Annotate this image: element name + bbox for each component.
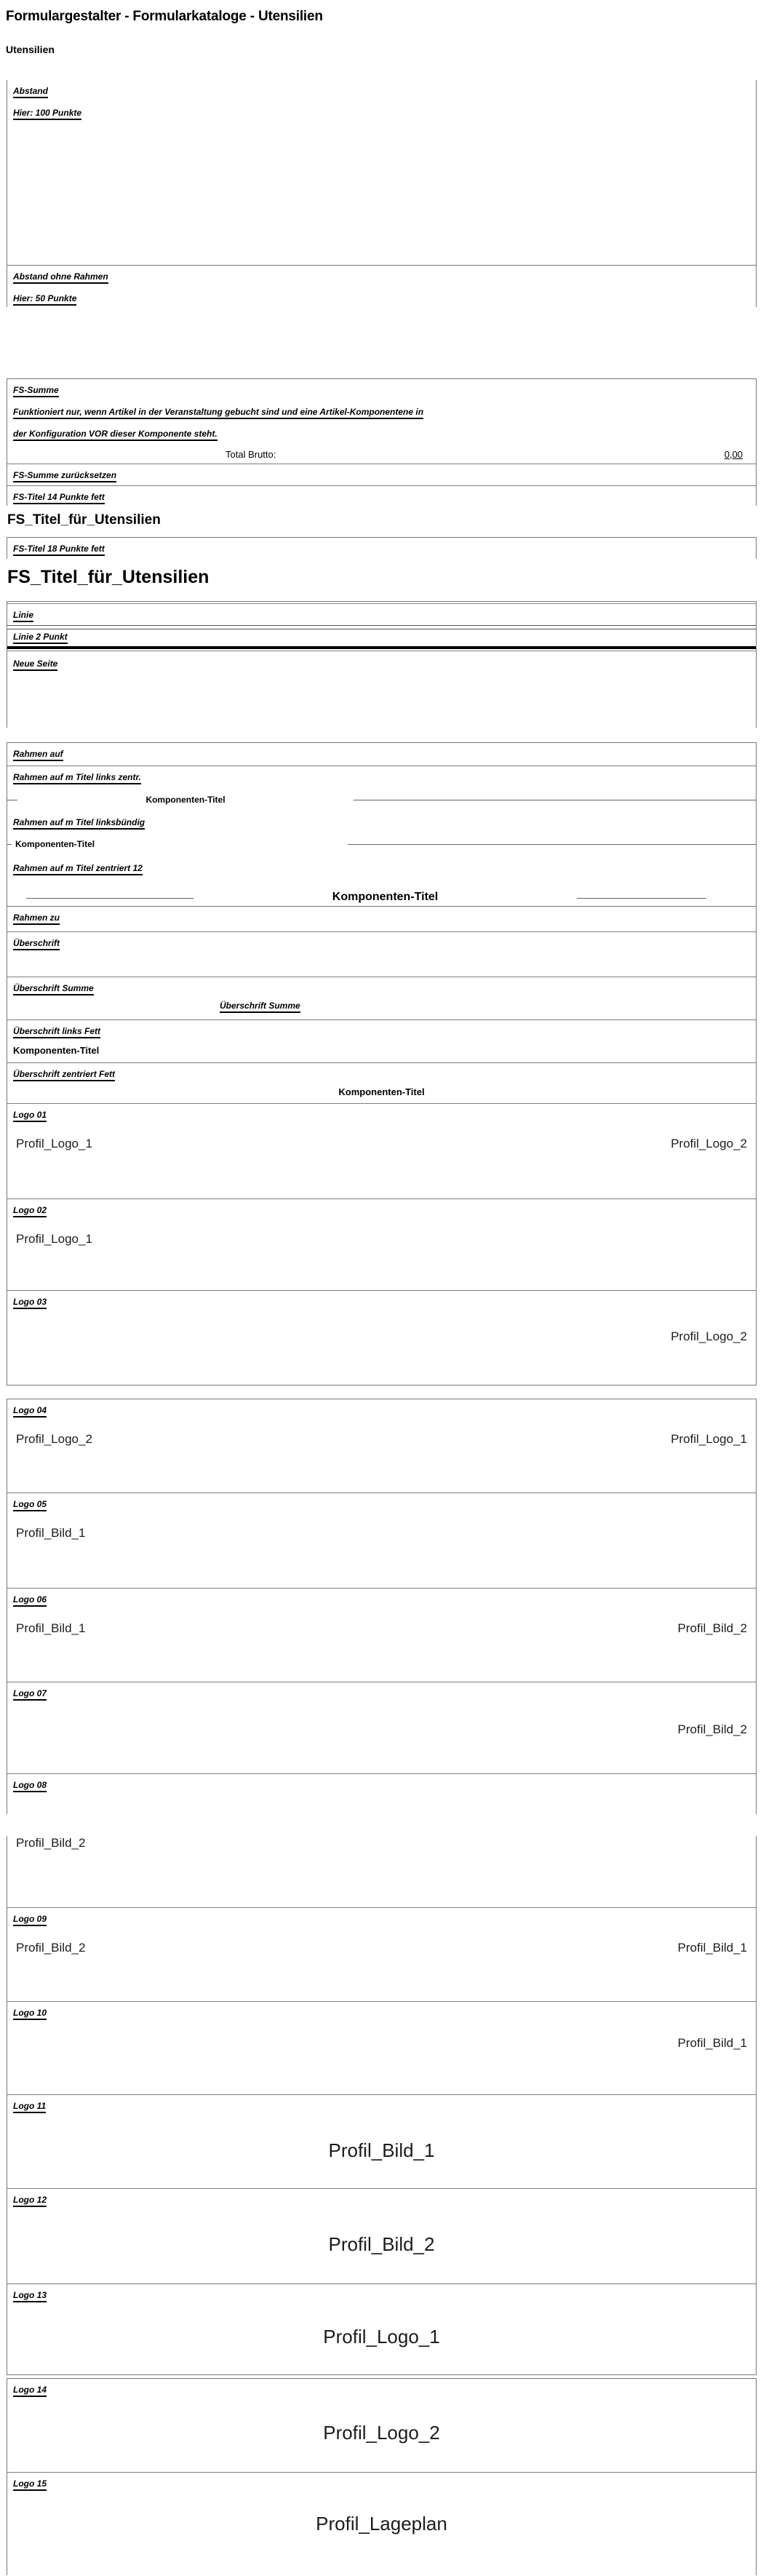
logo-placeholder-right: Profil_Logo_1 (671, 1432, 747, 1446)
legend-spacer (706, 890, 756, 906)
komponenten-titel: Komponenten-Titel (13, 1045, 100, 1056)
logo-row (7, 1836, 756, 1908)
logo-row (7, 1104, 756, 1199)
section-fs-titel-18 (7, 537, 757, 559)
ueberschrift-row (7, 932, 756, 977)
logo-label: Logo 14 (13, 2385, 47, 2397)
ueberschrift-label: Überschrift (13, 938, 60, 950)
logo-label: Logo 06 (13, 1594, 47, 1607)
logo-row (7, 1589, 756, 1682)
linie-2-punkt-row (7, 626, 756, 653)
logo-row (7, 2095, 756, 2189)
logo-placeholder-center: Profil_Lageplan (316, 2513, 447, 2535)
logo-placeholder-right: Profil_Logo_2 (671, 1137, 747, 1150)
legend-spacer (194, 890, 332, 906)
rahmen-auf-row (7, 743, 756, 766)
rahmen-zu-label: Rahmen zu (13, 913, 60, 925)
linie-label: Linie (13, 610, 33, 622)
logo-row (7, 1493, 756, 1589)
logo-row (7, 1774, 756, 1815)
fs-summe-note-line1: Funktioniert nur, wenn Artikel in der Veranstaltung gebucht sind und eine Artikel-Komponentene in (13, 407, 423, 419)
total-brutto-value: 0,00 (724, 449, 743, 460)
fs-titel-18-label: FS-Titel 18 Punkte fett (13, 544, 105, 556)
logo-label: Logo 04 (13, 1405, 47, 1418)
logo-label: Logo 08 (13, 1780, 47, 1792)
section-logos-b (7, 1836, 757, 2375)
fs-titel-14-label: FS-Titel 14 Punkte fett (13, 492, 105, 504)
logo-placeholder-right: Profil_Bild_1 (677, 1941, 747, 1955)
logo-placeholder-left: Profil_Logo_2 (16, 1432, 92, 1446)
frame-legend-links-zentriert (7, 794, 756, 806)
fs-titel-14-row (7, 486, 756, 506)
ueberschrift-summe-value: Überschrift Summe (220, 1001, 300, 1013)
logo-label: Logo 13 (13, 2290, 47, 2302)
logo-row (7, 1199, 756, 1291)
section-rahmen-ueberschrift (7, 742, 757, 1386)
logo-placeholder-right: Profil_Bild_2 (677, 1621, 747, 1635)
ueberschrift-summe-label: Überschrift Summe (13, 983, 94, 995)
logo-label: Logo 11 (13, 2101, 46, 2113)
komponenten-titel: Komponenten-Titel (15, 839, 95, 849)
logo-label: Logo 07 (13, 1688, 47, 1701)
logo-label: Logo 03 (13, 1297, 47, 1309)
rahmen-titel-linksbuendig-label: Rahmen auf m Titel linksbündig (13, 817, 145, 830)
abstand-value: Hier: 100 Punkte (13, 108, 81, 120)
section-abstand (7, 80, 757, 266)
fs-summe-reset-label: FS-Summe zurücksetzen (13, 470, 116, 482)
rahmen-zu-row (7, 906, 756, 932)
logo-placeholder-left: Profil_Logo_1 (16, 1137, 92, 1150)
logo-placeholder-left: Profil_Bild_2 (16, 1836, 86, 1850)
drawn-line-2pt (7, 646, 756, 649)
legend-line-segment (26, 898, 194, 899)
fs-titel-14-text: FS_Titel_für_Utensilien (7, 512, 161, 528)
linie-row (7, 604, 756, 626)
ueberschrift-links-fett-label: Überschrift links Fett (13, 1026, 100, 1038)
logo-row (7, 2284, 756, 2375)
logo-label: Logo 15 (13, 2478, 47, 2491)
rahmen-titel-zentriert-row (7, 850, 756, 890)
section-linien (7, 601, 757, 728)
section-logos-a (7, 1399, 757, 1814)
logo-row (7, 2189, 756, 2284)
ueberschrift-zentriert-fett-row (7, 1063, 756, 1104)
fs-summe-note-line2: der Konfiguration VOR dieser Komponente steht. (13, 429, 218, 441)
page-header (0, 0, 766, 80)
ueberschrift-zentriert-fett-label: Überschrift zentriert Fett (13, 1069, 115, 1081)
neue-seite-label: Neue Seite (13, 659, 57, 671)
logo-label: Logo 02 (13, 1205, 47, 1217)
logo-placeholder-center: Profil_Bild_1 (328, 2139, 435, 2161)
rahmen-titel-linksbuendig-row (7, 806, 756, 838)
logo-label: Logo 10 (13, 2008, 47, 2020)
logo-label: Logo 12 (13, 2195, 47, 2207)
logo-row (7, 2473, 756, 2576)
logo-label: Logo 01 (13, 1110, 47, 1122)
komponenten-titel: Komponenten-Titel (145, 795, 226, 805)
legend-line-segment (348, 844, 756, 845)
logo-row (7, 1291, 756, 1386)
frame-legend-linksbuendig (7, 838, 756, 850)
legend-spacer (438, 890, 577, 906)
logo-placeholder-left: Profil_Bild_1 (16, 1621, 86, 1635)
page-break-gap (0, 1386, 766, 1399)
section-abstand-ohne-rahmen (7, 266, 757, 307)
frameless-spacing (0, 307, 766, 378)
fs-summe-row (7, 379, 756, 464)
ueberschrift-summe-row (7, 977, 756, 1020)
rahmen-titel-zentriert-label: Rahmen auf m Titel zentriert 12 (13, 863, 143, 875)
logo-placeholder-center: Profil_Logo_2 (323, 2422, 440, 2444)
catalog-subtitle: Utensilien (6, 44, 55, 55)
neue-seite-row (7, 653, 756, 731)
logo-row (7, 1682, 756, 1774)
logo-row (7, 1908, 756, 2002)
frame-legend-zentriert-12 (7, 890, 756, 906)
logo-placeholder-center: Profil_Logo_1 (323, 2326, 440, 2348)
section-fs-summe (7, 378, 757, 506)
komponenten-titel: Komponenten-Titel (332, 891, 439, 903)
rahmen-titel-links-zentr-label: Rahmen auf m Titel links zentr. (13, 772, 141, 784)
logo-placeholder-left: Profil_Bild_1 (16, 1526, 86, 1540)
rahmen-auf-label: Rahmen auf (13, 749, 63, 761)
logo-row (7, 1399, 756, 1493)
fs-summe-reset-row (7, 464, 756, 486)
abstand-label: Abstand (13, 86, 48, 98)
logo-placeholder-left: Profil_Bild_2 (16, 1941, 86, 1955)
legend-spacer (7, 890, 26, 906)
logo-placeholder-right: Profil_Bild_1 (677, 2036, 747, 2050)
logo-placeholder-right: Profil_Bild_2 (677, 1722, 747, 1736)
linie-2-punkt-label: Linie 2 Punkt (13, 632, 68, 644)
page-title: Formulargestalter - Formularkataloge - Utensilien (6, 9, 323, 24)
logo-row (7, 2379, 756, 2473)
logo-placeholder-center: Profil_Bild_2 (328, 2233, 435, 2255)
logo-placeholder-left: Profil_Logo_1 (16, 1232, 92, 1246)
total-brutto-label: Total Brutto: (226, 449, 276, 460)
ueberschrift-links-fett-row (7, 1020, 756, 1063)
logo-placeholder-right: Profil_Logo_2 (671, 1329, 747, 1343)
logo-row (7, 2002, 756, 2095)
logo-label: Logo 09 (13, 1914, 47, 1926)
legend-line-segment (577, 898, 706, 899)
rahmen-titel-links-zentr-row (7, 766, 756, 794)
section-logos-c (7, 2378, 757, 2575)
fs-summe-label: FS-Summe (13, 385, 59, 397)
fs-titel-18-text: FS_Titel_für_Utensilien (7, 567, 210, 587)
logo-label: Logo 05 (13, 1499, 47, 1511)
abstand-no-frame-label: Abstand ohne Rahmen (13, 271, 108, 284)
abstand-no-frame-value: Hier: 50 Punkte (13, 293, 76, 306)
komponenten-titel: Komponenten-Titel (338, 1086, 425, 1097)
